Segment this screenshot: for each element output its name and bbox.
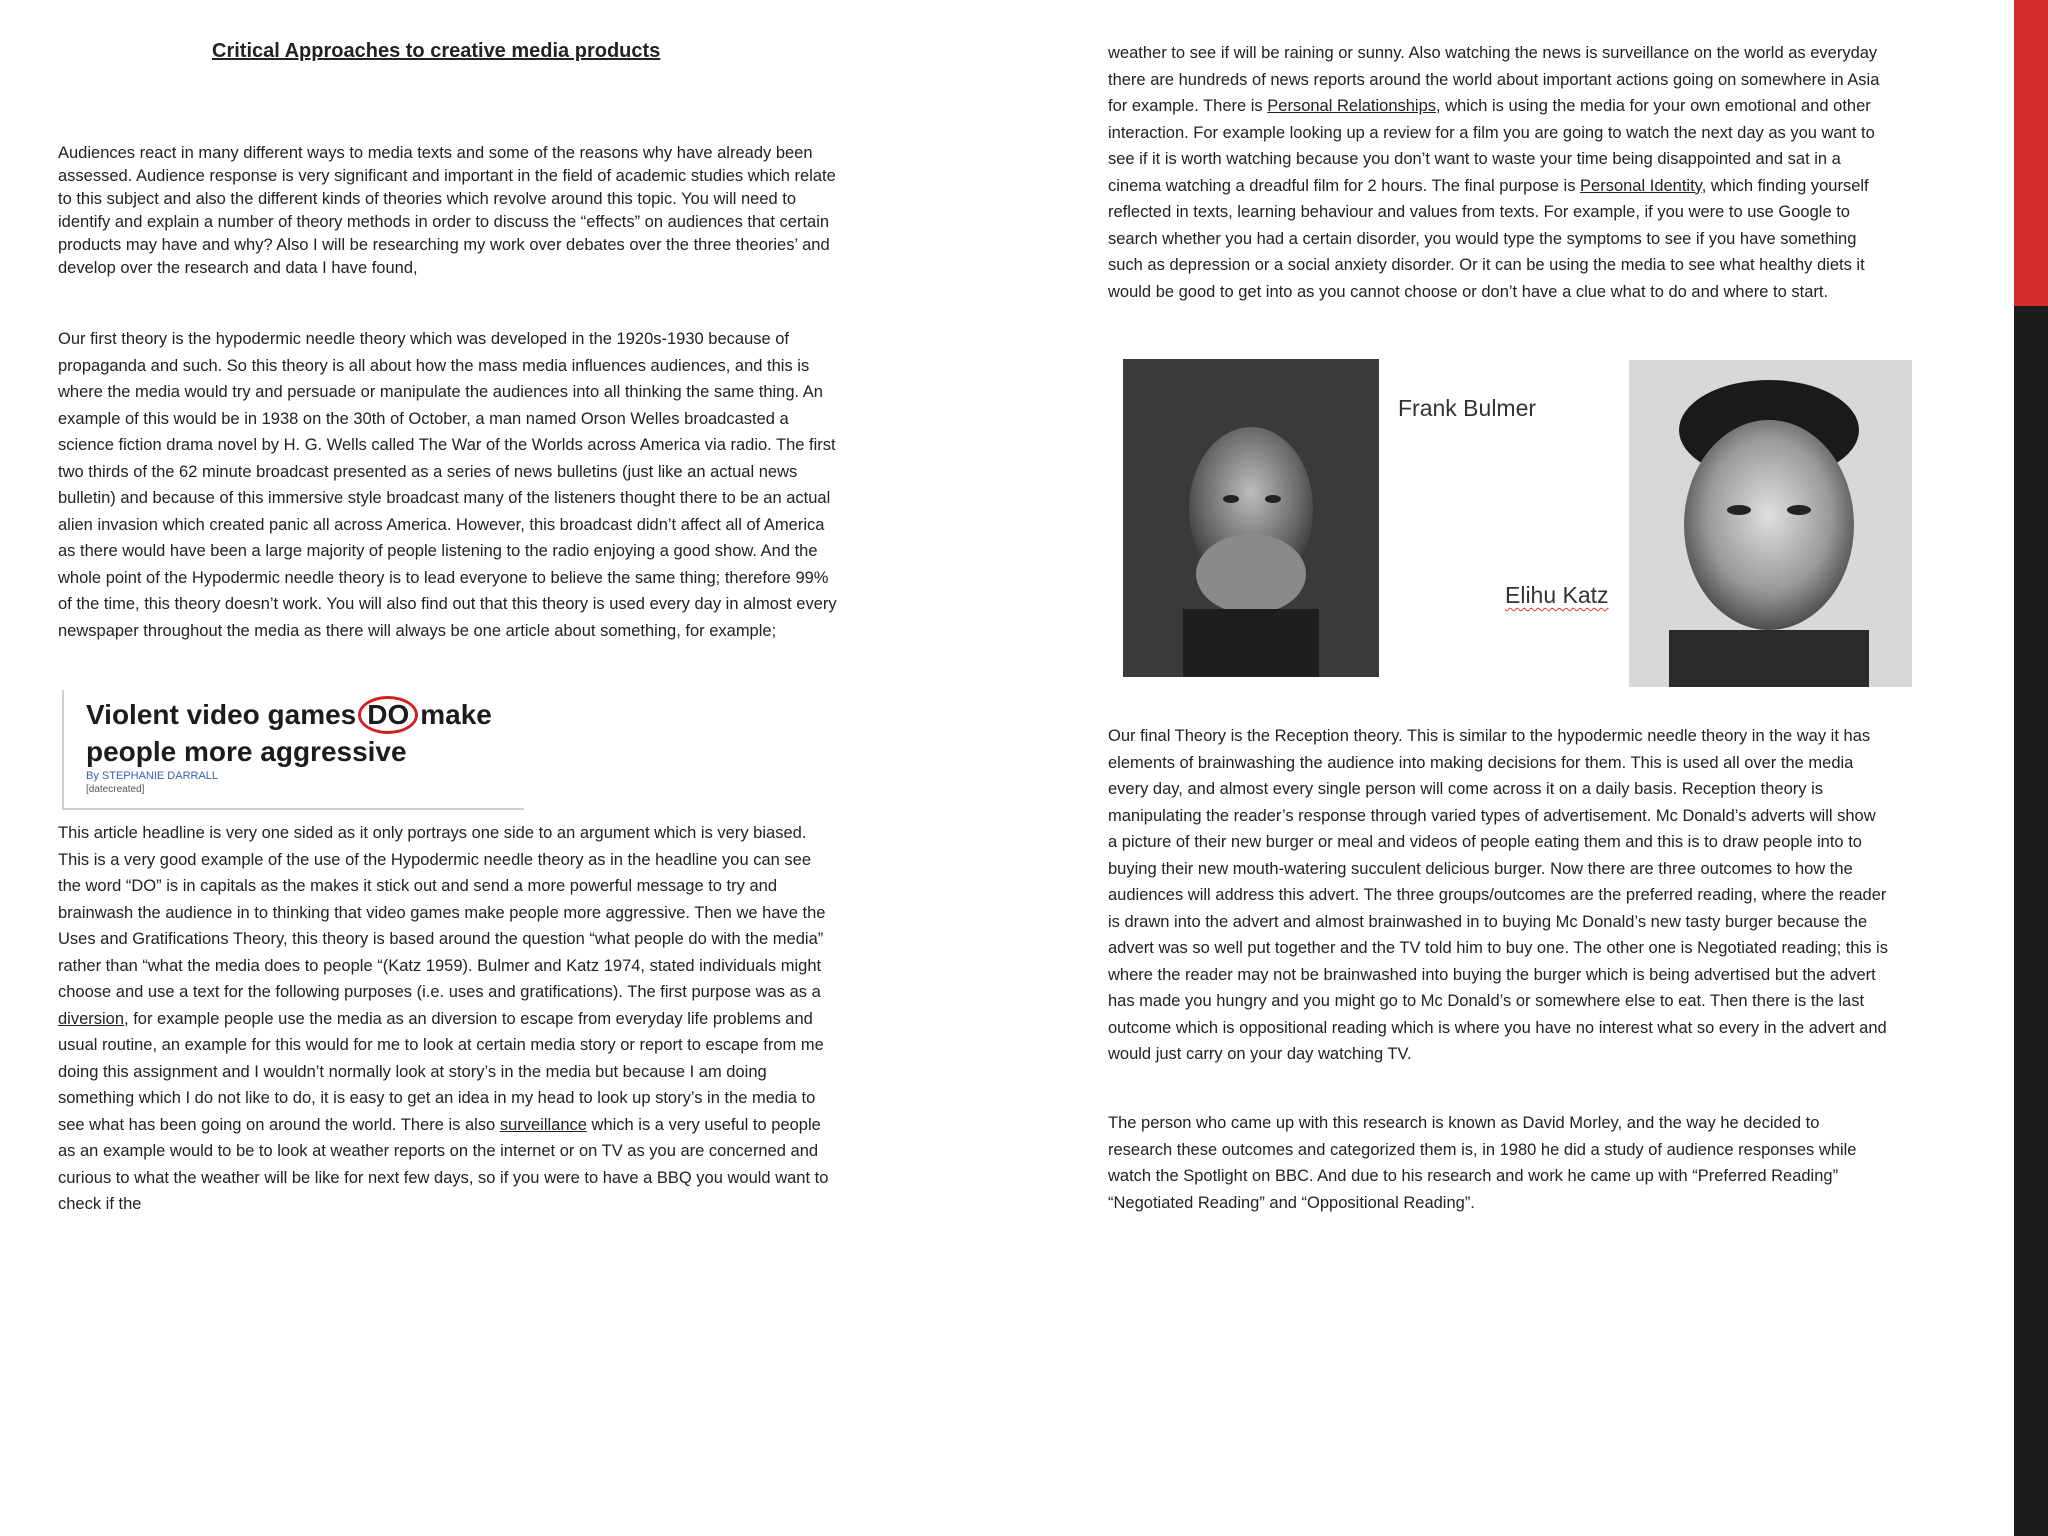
uses-gratifications-paragraph <box>58 820 838 1218</box>
continuation-paragraph <box>1108 40 1888 305</box>
photo-elihu-katz <box>1629 360 1912 687</box>
text-run: , which is using the media for your own emotional and other interaction. For example looking up a review for a film you are going to watch the next day as you want to see if it is worth watching because you don’t want to waste your time being disappointed and sat in a cinema watching a dreadful film for 2 hours. The final purpose is <box>1108 97 1875 195</box>
david-morley-paragraph: The person who came up with this research is known as David Morley, and the way he decided to research these outcomes and categorized them is, in 1980 he did a study of audience responses while watch the Spotlight on BBC. And due to his research and work he came up with “Preferred Reading” “Negotiated Reading” and “Oppositional Reading”. <box>1108 1114 1857 1212</box>
headline-clipping <box>62 690 524 810</box>
accent-dark-bar <box>2014 306 2048 1536</box>
headline-byline: By STEPHANIE DARRALL <box>86 770 219 782</box>
text-run: , for example people use the media as an diversion to escape from everyday life problems and usual routine, an example for this would for me to look at certain media story or report to escape from me doing this assignment and I wouldn’t normally look at story’s in the media but because I am doing something which I do not like to do, it is easy to get an idea in my head to look up story’s in the media to see what has been going on around the world. There is also <box>58 1009 824 1134</box>
reception-theory-paragraph: Our final Theory is the Reception theory. This is similar to the hypodermic needle theory in the way it has elements of brainwashing the audience into making decisions for them. This is used all over the media every day, and almost every single person will come across it on a daily basis. Reception theory is manipulating the reader’s response through varied types of advertisement. Mc Donald’s adverts will show a picture of their new burger or meal and videos of people eating them and this is to draw people into to buying their new mouth-watering succulent delicious burger. Now there are three outcomes to how the audiences will address this advert. The three groups/outcomes are the preferred reading, where the reader is drawn into the advert and almost brainwashed in to buying Mc Donald’s new tasty burger because the advert was so well put together and the TV told him to buy one. The other one is Negotiated reading; this is where the reader may not be brainwashed into buying the burger which is being advertised but the advert has made you hungry and you might go to Mc Donald’s or somewhere else to eat. Then there is the last outcome which is oppositional reading which is where you have no interest what so every in the advert and would just carry on your day watching TV. <box>1108 727 1888 1063</box>
term-personal-relationships: Personal Relationships <box>1267 97 1437 115</box>
headline-date: [datecreated] <box>86 784 145 795</box>
text-run: weather to see if will be raining or sunny. Also watching the news is surveillance on the world as everyday there are hundreds of news reports around the world about important actions going on somewhere in Asia for example. There is <box>1108 44 1880 115</box>
caption-frank-bulmer: Frank Bulmer <box>1398 395 1537 421</box>
continuation-block <box>1108 40 1888 305</box>
accent-red-bar <box>2014 0 2048 306</box>
text-run: which is a very useful to people as an example would to be to look at weather reports on the internet or on TV as you are concerned and curious to what the weather will be like for next few days, so if you were to have a BBQ you would want to check if the <box>58 1115 829 1213</box>
document-title: Critical Approaches to creative media products <box>212 40 661 62</box>
term-diversion: diversion <box>58 1009 125 1028</box>
headline-part-2: make people more aggressive <box>86 699 492 767</box>
david-morley-block <box>1108 1110 1888 1216</box>
caption-elihu-katz <box>1505 582 1609 609</box>
uses-gratifications-block <box>58 820 838 1218</box>
photo-frank-bulmer <box>1123 359 1379 677</box>
term-surveillance: surveillance <box>499 1115 587 1134</box>
intro-paragraph-block <box>58 142 838 280</box>
headline-part-1: Violent video games <box>86 699 357 730</box>
hypodermic-paragraph: Our first theory is the hypodermic needle theory which was developed in the 1920s-1930 because of propaganda and such. So this theory is all about how the mass media influences audiences, and this is where the media would try and persuade or manipulate the audiences into all thinking the same thing. An example of this would be in 1938 on the 30th of October, a man named Orson Welles broadcasted a science fiction drama novel by H. G. Wells called The War of the Worlds across America via radio. The first two thirds of the 62 minute broadcast presented as a series of news bulletins (just like an actual news bulletin) and because of this immersive style broadcast many of the listeners thought there to be an actual alien invasion which created panic all across America. However, this broadcast didn’t affect all of America as there would have been a large majority of people listening to the radio enjoying a good show. And the whole point of the Hypodermic needle theory is to lead everyone to believe the same thing; therefore 99% of the time, this theory doesn’t work. You will also find out that this theory is used every day in almost every newspaper throughout the media as there will always be one article about something, for example; <box>58 330 837 640</box>
headline-text <box>86 696 526 770</box>
caption-elihu-katz-text: Elihu Katz <box>1505 582 1609 608</box>
headline-circled-word: DO <box>358 696 418 734</box>
text-run: This article headline is very one sided as it only portrays one side to an argument which is very biased. This is a very good example of the use of the Hypodermic needle theory as in the headline you can see the word “DO” is in capitals as the makes it stick out and send a more powerful message to try and brainwash the audience in to thinking that video games make people more aggressive. Then we have the Uses and Gratifications Theory, this theory is based around the question “what people do with the media” rather than “what the media does to people “(Katz 1959). Bulmer and Katz 1974, stated individuals might choose and use a text for the following purposes (i.e. uses and gratifications). The first purpose was as a <box>58 824 826 1001</box>
hypodermic-paragraph-block <box>58 326 838 644</box>
reception-theory-block <box>1108 723 1888 1068</box>
term-personal-identity: Personal Identity <box>1580 176 1702 195</box>
text-run: , which finding yourself reflected in texts, learning behaviour and values from texts. For example, if you were to use Google to search whether you had a certain disorder, you would type the symptoms to see if you have something such as depression or a social anxiety disorder. Or it can be using the media to see what healthy diets it would be good to get into as you cannot choose or don’t have a clue what to do and where to start. <box>1108 176 1869 301</box>
intro-paragraph: Audiences react in many different ways to media texts and some of the reasons why have already been assessed. Audience response is very significant and important in the field of academic studies which relate to this subject and also the different kinds of theories which revolve around this topic. You will need to identify and explain a number of theory methods in order to discuss the “effects” on audiences that certain products may have and why? Also I will be researching my work over debates over the three theories’ and develop over the research and data I have found, <box>58 144 836 277</box>
